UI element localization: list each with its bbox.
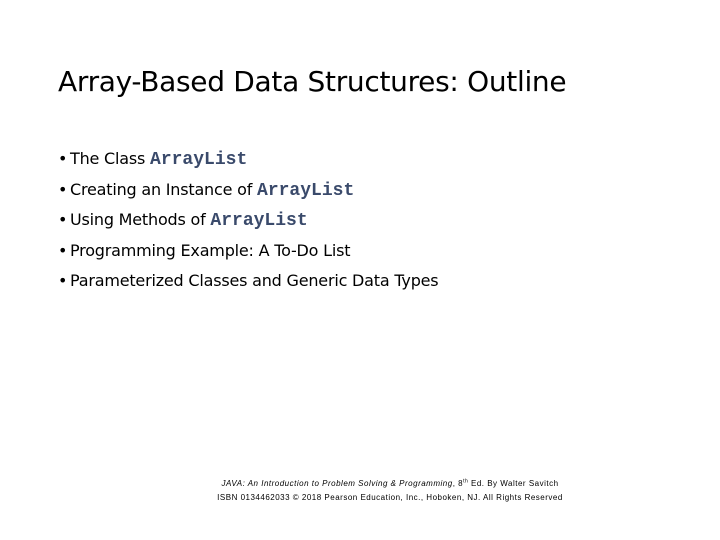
footer-edition-sup: th [463,478,469,485]
bullet-marker: • [58,210,68,230]
bullet-text: Programming Example: A To-Do List [70,240,351,260]
bullet-item [58,175,698,206]
bullet-list [58,144,698,297]
bullet-item [58,205,698,236]
footer-copyright-line: ISBN 0134462033 © 2018 Pearson Education, Inc., Hoboken, NJ. All Rights Reserved [217,493,563,502]
bullet-text: Using Methods of [70,210,211,230]
bullet-item [58,236,698,267]
bullet-marker: • [58,240,68,260]
bullet-marker: • [58,271,68,291]
footer-edition-suffix: Ed. By Walter Savitch [468,479,559,488]
bullet-item [58,266,698,297]
bullet-code: ArrayList [257,180,355,201]
bullet-text: Creating an Instance of [70,179,258,199]
bullet-code: ArrayList [150,150,248,170]
bullet-text: Parameterized Classes and Generic Data Types [70,271,439,291]
bullet-code: ArrayList [210,211,308,232]
footer-edition-prefix: , 8 [452,479,464,488]
footer-book-title: JAVA: An Introduction to Problem Solving & Programming [221,479,453,488]
bullet-item [58,144,698,175]
footer-citation-line [160,477,620,491]
bullet-text: The Class [70,149,151,168]
bullet-marker: • [58,149,68,168]
slide-title: Array-Based Data Structures: Outline [58,65,567,98]
slide-footer [160,477,620,505]
bullet-marker: • [58,179,68,199]
